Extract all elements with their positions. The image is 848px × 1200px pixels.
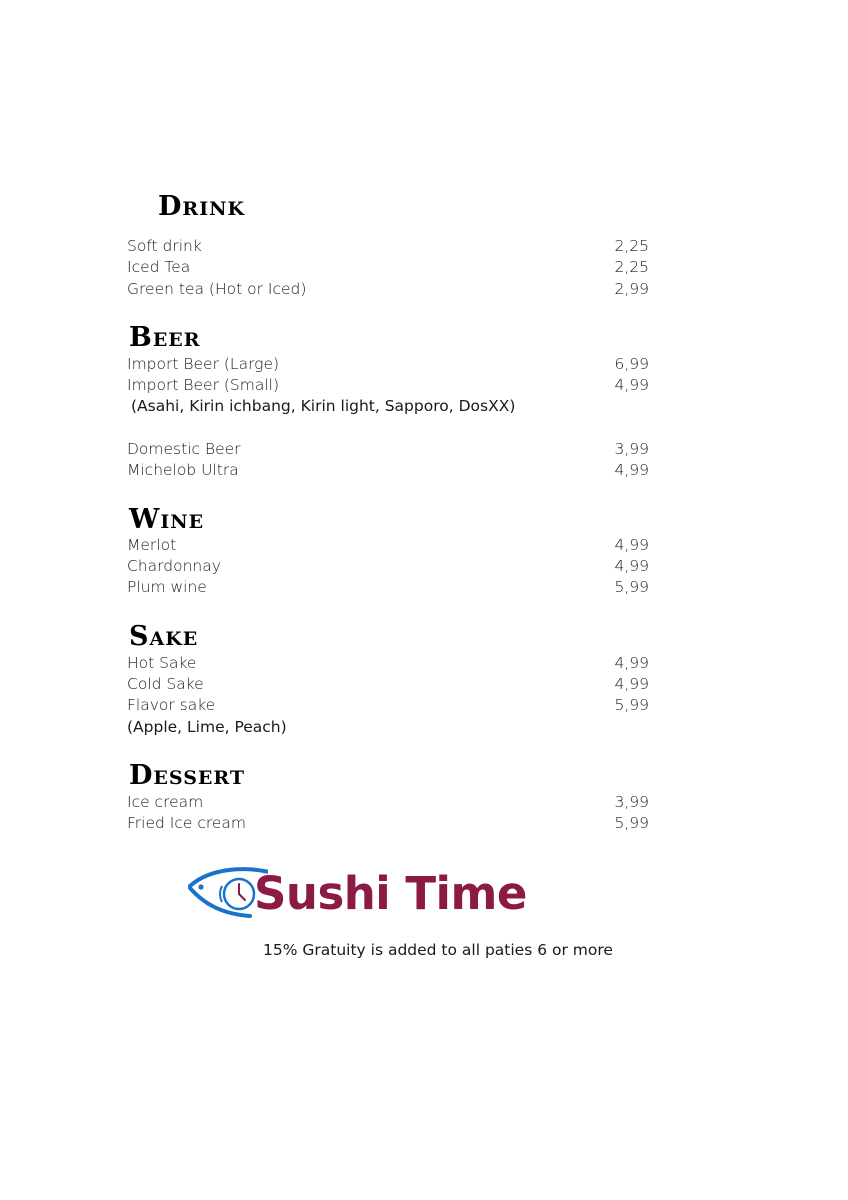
menu-item xyxy=(127,792,649,813)
menu-item-price: 4,99 xyxy=(614,461,649,479)
menu-item xyxy=(127,257,649,278)
menu-item-name: Green tea (Hot or Iced) xyxy=(127,280,307,298)
menu-item-name: Iced Tea xyxy=(127,258,191,276)
menu-item-price: 4,99 xyxy=(614,376,649,394)
section-title-sake: Sake xyxy=(129,621,199,652)
menu-item-price: 4,99 xyxy=(614,654,649,672)
menu-item-price: 2,25 xyxy=(614,258,649,276)
menu-item-price: 6,99 xyxy=(614,355,649,373)
menu-item-price: 4,99 xyxy=(614,557,649,575)
menu-item xyxy=(127,439,649,460)
menu-item xyxy=(127,813,649,834)
menu-item-price: 2,25 xyxy=(614,237,649,255)
menu-item xyxy=(127,674,649,695)
menu-item-name: Michelob Ultra xyxy=(127,461,239,479)
menu-item xyxy=(127,375,649,396)
menu-item-name: Cold Sake xyxy=(127,675,204,693)
section-title-dessert: Dessert xyxy=(129,760,245,791)
menu-item-name: Import Beer (Small) xyxy=(127,376,280,394)
menu-item-price: 5,99 xyxy=(614,696,649,714)
menu-item-price: 4,99 xyxy=(614,675,649,693)
menu-item xyxy=(127,695,649,716)
menu-item-price: 4,99 xyxy=(614,536,649,554)
menu-item-name: Chardonnay xyxy=(127,557,221,575)
menu-item-name: Domestic Beer xyxy=(127,440,241,458)
section-title-drink: Drink xyxy=(158,191,245,222)
sushi-time-logo xyxy=(188,866,560,922)
menu-item-name: Merlot xyxy=(127,536,177,554)
menu-item-name: Import Beer (Large) xyxy=(127,355,280,373)
menu-item-price: 3,99 xyxy=(614,440,649,458)
menu-item-price: 2,99 xyxy=(614,280,649,298)
menu-item-name: Ice cream xyxy=(127,793,204,811)
menu-item xyxy=(127,354,649,375)
import-beer-brands-note: (Asahi, Kirin ichbang, Kirin light, Sapporo, DosXX) xyxy=(131,397,516,415)
menu-item xyxy=(127,653,649,674)
menu-item-price: 5,99 xyxy=(614,578,649,596)
menu-item xyxy=(127,460,649,481)
menu-item-name: Plum wine xyxy=(127,578,207,596)
menu-item xyxy=(127,279,649,300)
menu-item-name: Hot Sake xyxy=(127,654,197,672)
menu-item xyxy=(127,577,649,598)
flavor-sake-note: (Apple, Lime, Peach) xyxy=(127,718,287,736)
logo-text: Sushi Time xyxy=(254,867,527,920)
menu-item-name: Soft drink xyxy=(127,237,202,255)
section-title-wine: Wine xyxy=(129,504,205,535)
menu-item-price: 3,99 xyxy=(614,793,649,811)
menu-item xyxy=(127,556,649,577)
menu-item-name: Fried Ice cream xyxy=(127,814,247,832)
menu-item xyxy=(127,535,649,556)
menu-item-name: Flavor sake xyxy=(127,696,216,714)
gratuity-note: 15% Gratuity is added to all paties 6 or more xyxy=(263,941,613,959)
menu-item-price: 5,99 xyxy=(614,814,649,832)
menu-item xyxy=(127,236,649,257)
section-title-beer: Beer xyxy=(129,322,201,353)
